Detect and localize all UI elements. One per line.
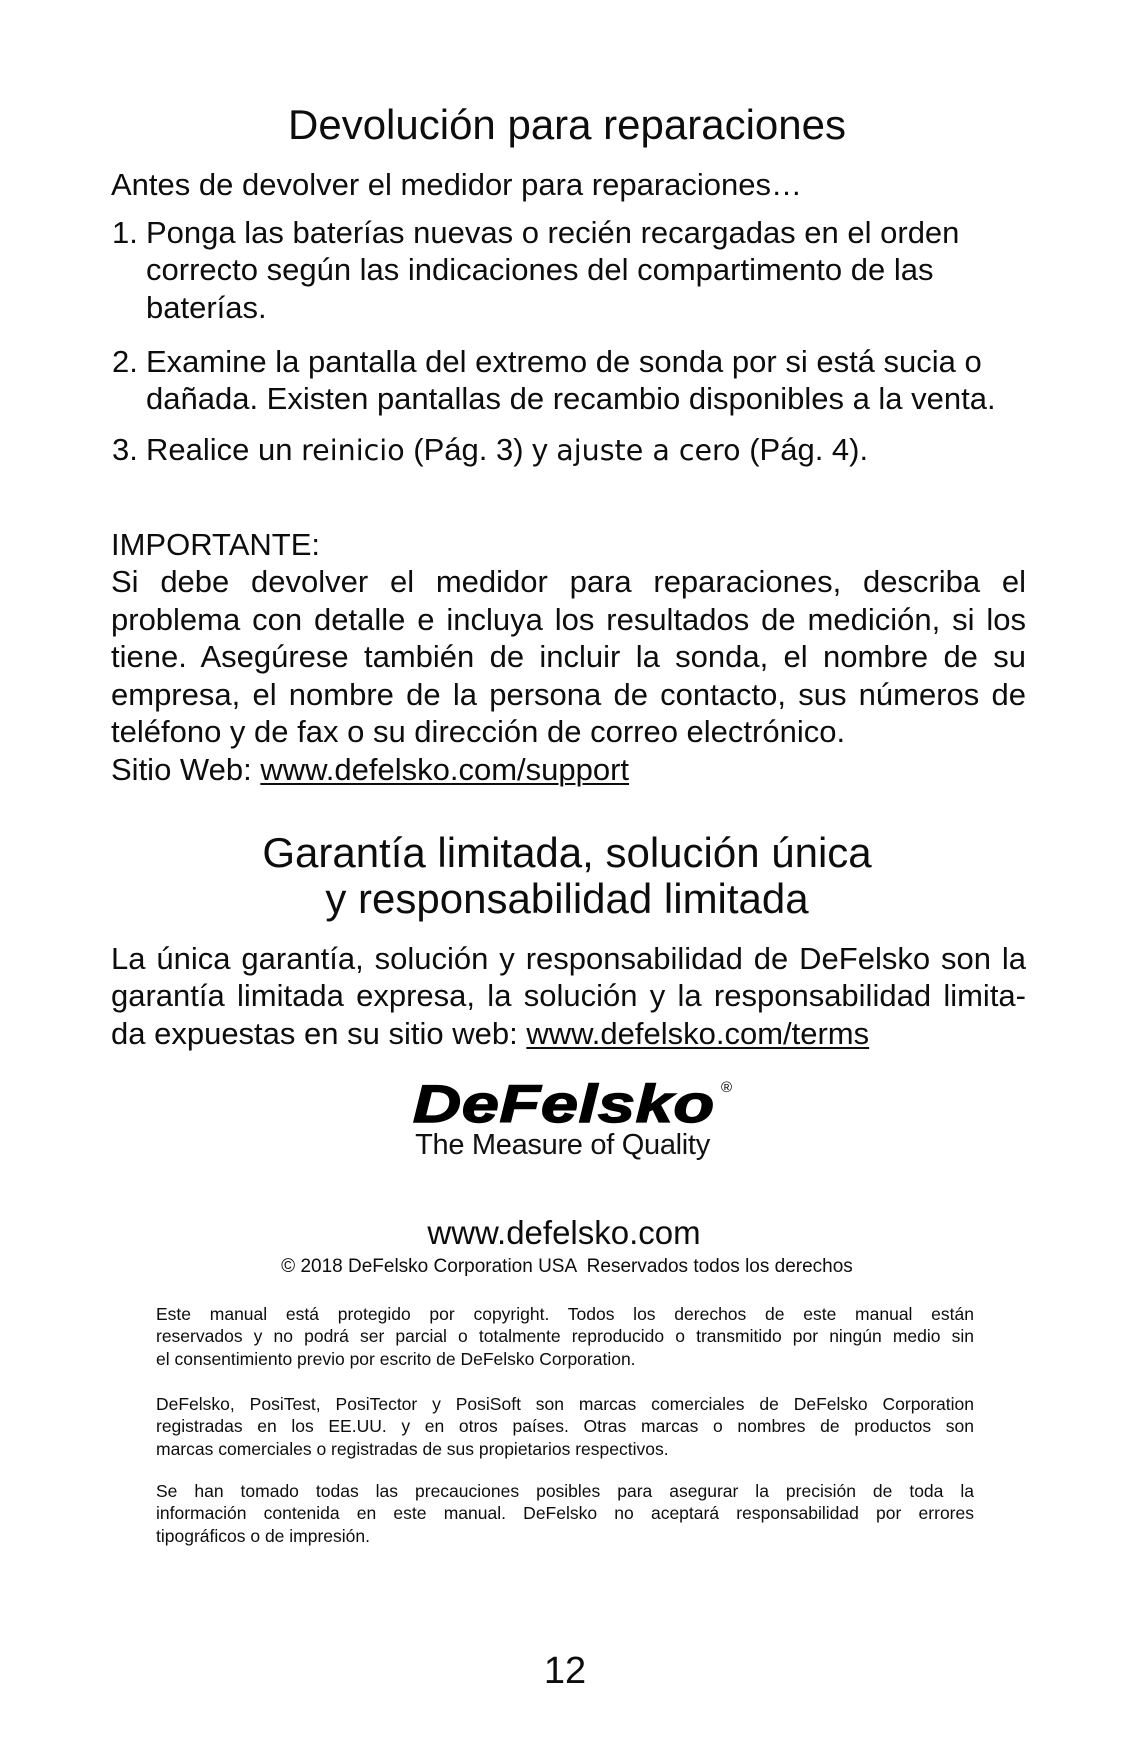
footer-copyright: © 2018 DeFelsko Corporation USA Reservados todos los derechos <box>281 1256 853 1277</box>
step-line <box>146 431 1026 470</box>
important-label: IMPORTANTE: <box>111 526 320 562</box>
support-website-line <box>111 751 1026 789</box>
returns-section-title: Devolución para reparaciones <box>288 101 846 148</box>
warranty-paragraph <box>111 940 1026 1053</box>
legal-line: información contenida en este manual. DeFelsko no aceptará responsabilidad por errores <box>156 1503 974 1524</box>
step-line: correcto según las indicaciones del compartimento de las <box>146 252 934 287</box>
warranty-line: da expuestas en su sitio web: <box>111 1015 527 1051</box>
footer-website: www.defelsko.com <box>427 1214 701 1251</box>
support-link[interactable]: www.defelsko.com/support <box>260 751 630 787</box>
step-line: Ponga las baterías nuevas o recién recargadas en el orden <box>146 214 960 250</box>
step-line: Examine la pantalla del extremo de sonda por si está sucia o <box>146 343 982 379</box>
important-notice <box>111 526 1026 789</box>
logo-wordmark: DeFelsko <box>412 1075 715 1134</box>
step-line: dañada. Existen pantallas de recambio disponibles a la venta. <box>146 381 996 416</box>
important-line: teléfono y de fax o su dirección de correo electrónico. <box>111 714 846 749</box>
warranty-section-title <box>111 830 1023 922</box>
legal-paragraph-trademarks <box>156 1393 974 1461</box>
page-number: 12 <box>543 1650 587 1692</box>
website-label: Sitio Web: <box>111 751 261 787</box>
logo-tagline: The Measure of Quality <box>415 1128 710 1161</box>
registered-trademark-icon: ® <box>721 1079 733 1096</box>
warranty-title-line: Garantía limitada, solución única <box>262 828 872 876</box>
warranty-line: garantía limitada expresa, la solución y la responsabilidad limita- <box>111 978 1026 1013</box>
legal-paragraph-copyright <box>156 1303 974 1371</box>
warranty-title-line: y responsabilidad limitada <box>325 874 809 922</box>
legal-line: marcas comerciales o registradas de sus propietarios respectivos. <box>156 1438 669 1459</box>
important-line: problema con detalle e incluya los resultados de medición, si los <box>111 601 1026 637</box>
legal-line: el consentimiento previo por escrito de DeFelsko Corporation. <box>156 1348 636 1369</box>
warranty-terms-line <box>111 1015 1026 1053</box>
warranty-line: La única garantía, solución y responsabilidad de DeFelsko son la <box>111 940 1026 976</box>
legal-line: tipográficos o de impresión. <box>156 1525 370 1546</box>
legal-line: Este manual está protegido por copyright. Todos los derechos de este manual están <box>156 1303 974 1324</box>
legal-line: reservados y no podrá ser parcial o totalmente reproducido o transmitido por ningún medio sin <box>156 1326 974 1347</box>
step-number: 2. <box>112 343 138 379</box>
step-text: Realice un <box>146 431 302 467</box>
returns-intro-text: Antes de devolver el medidor para reparaciones… <box>111 167 802 202</box>
important-line: empresa, el nombre de la persona de contacto, sus números de <box>111 676 1026 712</box>
zero-term: ajuste a cero <box>556 433 741 467</box>
page-reference: (Pág. 4). <box>740 431 869 467</box>
terms-link[interactable]: www.defelsko.com/terms <box>526 1015 870 1051</box>
legal-line: registradas en los EE.UU. y en otros países. Otras marcas o nombres de productos son <box>156 1416 974 1437</box>
reset-term: reinicio <box>301 433 405 467</box>
returns-step-2 <box>111 343 1026 418</box>
defelsko-logo <box>0 1075 1127 1134</box>
page-reference: (Pág. 3) y <box>404 431 557 467</box>
returns-step-1 <box>111 214 1026 327</box>
legal-line: Se han tomado todas las precauciones posibles para asegurar la precisión de toda la <box>156 1480 974 1501</box>
returns-step-3 <box>111 431 1026 470</box>
important-line: tiene. Asegúrese también de incluir la sonda, el nombre de su <box>111 639 1026 674</box>
step-line: baterías. <box>146 289 267 325</box>
important-line: Si debe devolver el medidor para reparaciones, describa el <box>111 564 1026 599</box>
legal-paragraph-disclaimer <box>156 1480 974 1548</box>
step-number: 3. <box>112 431 138 467</box>
step-number: 1. <box>112 214 138 250</box>
legal-line: DeFelsko, PosiTest, PosiTector y PosiSoft son marcas comerciales de DeFelsko Corporation <box>156 1393 974 1414</box>
